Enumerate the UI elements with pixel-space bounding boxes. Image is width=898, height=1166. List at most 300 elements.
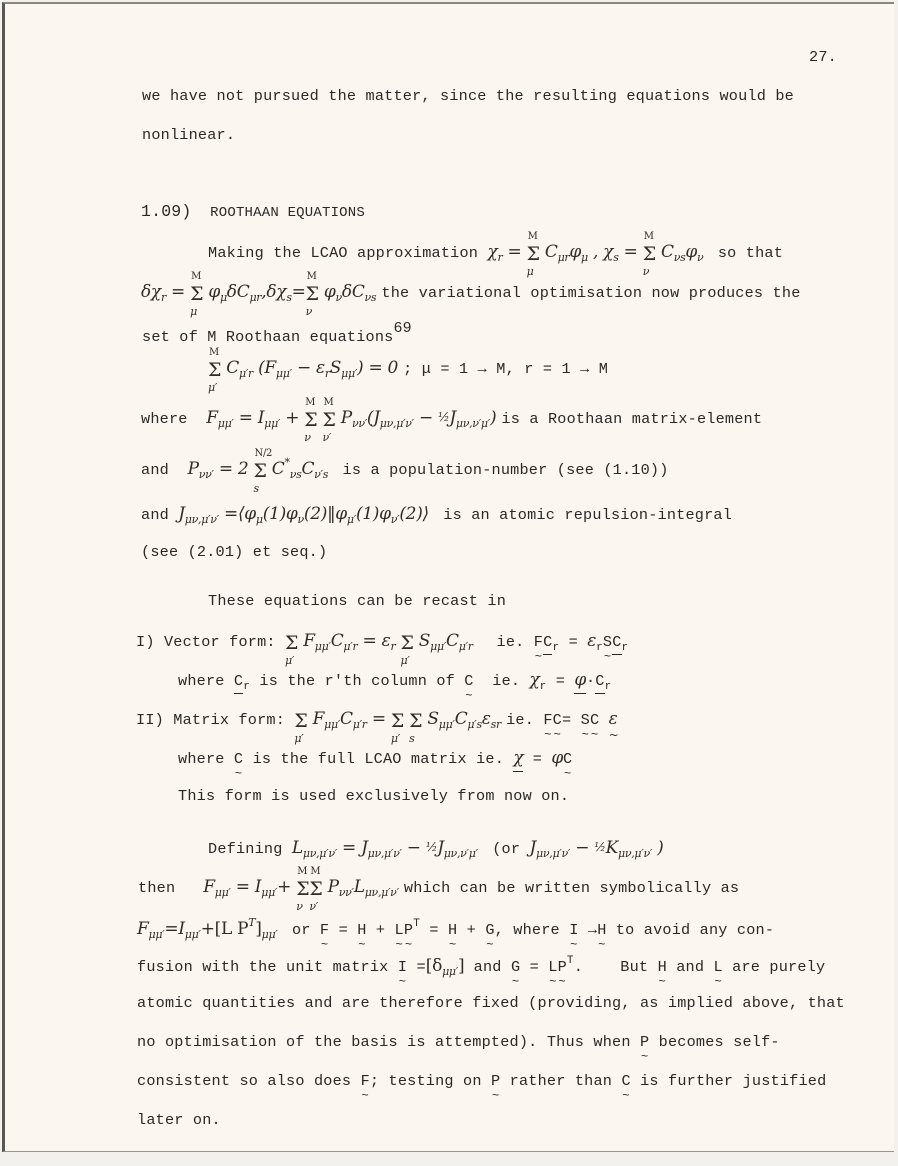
text: is an atomic repulsion-integral	[443, 506, 733, 524]
math-glyph	[208, 347, 222, 394]
math-glyph: (2)⟩	[399, 504, 429, 524]
fock-definition-line	[141, 397, 763, 444]
paragraph-line: These equations can be recast in	[208, 592, 507, 610]
lcao-line	[208, 231, 784, 278]
math-glyph: μμ′	[261, 886, 278, 899]
math-glyph: F	[303, 631, 315, 651]
math-glyph: F ~	[320, 921, 329, 939]
math-glyph: ½	[594, 840, 606, 854]
math-glyph: =	[342, 838, 356, 858]
text: is a population-number (see (1.10))	[342, 461, 669, 479]
column-definition-line	[178, 670, 611, 693]
math-glyph: ν	[304, 431, 311, 444]
math-glyph: r	[552, 642, 560, 654]
math-glyph: ε ~	[609, 709, 618, 729]
math-glyph: ·	[585, 672, 596, 690]
math-glyph: +	[466, 921, 476, 939]
text: is further justified	[640, 1072, 827, 1090]
text: rather than	[509, 1072, 613, 1090]
math-glyph: φ	[323, 282, 336, 302]
text: is the full LCAO matrix ie.	[252, 750, 505, 768]
math-glyph	[409, 710, 423, 745]
math-glyph: ν	[297, 513, 304, 526]
math-glyph: P	[187, 459, 199, 479]
math-glyph: νs	[364, 291, 377, 304]
math-glyph	[294, 710, 308, 745]
math-glyph: F ~	[543, 711, 552, 729]
math-glyph: Σ	[253, 460, 267, 482]
math-glyph: Σ	[305, 283, 319, 305]
symbol: H ~	[658, 958, 667, 976]
math-glyph: μμ′	[261, 928, 278, 941]
math-glyph: M	[306, 271, 317, 282]
math-glyph: ε	[381, 631, 391, 651]
repulsion-integral-line	[141, 504, 732, 526]
math-glyph: =	[568, 633, 578, 651]
math-glyph: Σ	[285, 632, 299, 654]
math-glyph	[642, 231, 656, 278]
math-glyph: μμ′	[430, 640, 447, 653]
math-glyph: r	[604, 681, 612, 693]
math-glyph: μ′r	[458, 640, 473, 653]
math-glyph: N/2	[254, 448, 273, 459]
math-glyph: χ	[603, 242, 614, 262]
text: no optimisation of the basis is attempted). Thus when	[137, 1033, 631, 1051]
text: and	[676, 958, 705, 976]
text: set of M Roothaan equations	[142, 328, 394, 346]
math-glyph: ν′	[322, 431, 332, 444]
math-glyph: ,	[261, 282, 267, 302]
l-alt-formula: $J_{\mu\nu,\mu'\nu'}$ − $\frac{1}{2}K_{\mu\nu,\mu'\nu'}$ )	[529, 838, 664, 860]
symbol: χ	[513, 748, 524, 768]
math-glyph: μν,μ′ν′	[184, 513, 219, 526]
l-definition-formula: $L_{\mu\nu,\mu'\nu'} = J_{\mu\nu,\mu'\nu'}$ − $\frac{1}{2}J_{\mu\nu,\nu'\mu'}$	[291, 838, 478, 860]
math-glyph: C	[595, 672, 605, 690]
paragraph-line: This form is used exclusively from now on.	[178, 787, 570, 805]
text: or	[291, 921, 311, 939]
math-glyph: S ~	[581, 711, 590, 729]
math-glyph: δχ	[141, 282, 161, 302]
math-glyph: Σ	[304, 409, 318, 431]
math-glyph: μμ′	[442, 965, 458, 978]
math-glyph: Σ	[400, 632, 414, 654]
fock-bracket-formula	[137, 916, 283, 941]
text: Defining	[208, 840, 283, 858]
math-glyph: S ~	[603, 633, 612, 651]
math-glyph: M	[209, 347, 219, 358]
math-glyph: r	[621, 642, 629, 654]
math-glyph: +	[200, 919, 215, 939]
symbol: φ	[551, 748, 563, 768]
symbol: C ~	[464, 672, 473, 690]
math-glyph	[190, 271, 204, 318]
math-glyph: φ	[685, 242, 698, 262]
math-glyph: =	[164, 919, 179, 939]
math-glyph: μ	[526, 265, 534, 278]
math-glyph: μν,μ′ν′	[367, 847, 402, 860]
math-glyph: Σ	[208, 359, 222, 381]
math-glyph: ½	[438, 410, 450, 424]
math-glyph: C	[340, 709, 353, 729]
math-glyph: Σ	[409, 710, 423, 732]
math-glyph: μν,μ′ν′	[379, 417, 414, 430]
math-glyph: μr	[249, 291, 262, 304]
math-glyph: C ~	[590, 711, 599, 729]
symbol: C ~	[621, 1072, 630, 1090]
paragraph-line: later on.	[137, 1111, 221, 1129]
math-glyph: ]	[457, 956, 465, 976]
math-glyph: *	[284, 456, 290, 469]
math-glyph: ν	[305, 305, 313, 318]
math-glyph: H ~	[357, 921, 366, 939]
math-glyph: νν′	[338, 886, 354, 899]
math-glyph: νν′	[351, 417, 367, 430]
math-glyph: μμ′	[324, 718, 341, 731]
math-glyph: μ′	[285, 654, 295, 667]
math-glyph: J	[178, 504, 185, 524]
unit-matrix-line: fusion with the unit matrix I ~ $=[\delta_{\mu\mu'}]$ and G ~ = L ~P ~$^T$. But H ~ and L ~ are purely	[137, 955, 825, 978]
math-glyph	[309, 866, 323, 913]
math-glyph: T	[413, 918, 421, 930]
text: becomes self-	[658, 1033, 780, 1051]
math-glyph: M	[305, 397, 316, 408]
math-glyph: ,	[592, 242, 599, 262]
text: to avoid any con-	[615, 921, 775, 939]
math-glyph: +	[375, 921, 386, 939]
math-glyph: Σ	[294, 710, 308, 732]
text: and	[473, 958, 502, 976]
math-glyph: I	[257, 408, 265, 428]
math-glyph: μμ′	[264, 417, 281, 430]
vector-form-line	[136, 631, 629, 667]
math-glyph	[526, 231, 540, 278]
math-glyph: T	[566, 955, 574, 967]
math-glyph: C	[271, 459, 285, 479]
text: where	[141, 410, 188, 428]
math-glyph: [δ	[425, 956, 443, 976]
math-glyph: P	[327, 877, 339, 897]
math-glyph: μ′	[346, 513, 356, 526]
math-glyph: =	[429, 921, 439, 939]
text: is the r'th column of	[259, 672, 455, 690]
math-glyph: μν,μ′ν′	[364, 886, 399, 899]
math-glyph: μ′	[390, 732, 400, 745]
symbol: H ~	[597, 921, 606, 939]
text: so that	[717, 244, 784, 262]
math-glyph: ν′s	[314, 468, 329, 481]
math-glyph: ε	[481, 709, 491, 729]
symbolic-fock-line	[137, 916, 774, 941]
math-glyph: χ	[487, 242, 498, 262]
math-glyph: ν	[697, 251, 704, 264]
math-glyph: νν′	[198, 468, 214, 481]
math-glyph: ν′	[309, 900, 318, 913]
symbol: F ~	[361, 1072, 370, 1090]
text: and	[141, 461, 169, 479]
citation-ref: 69	[393, 320, 412, 337]
paragraph-line: atomic quantities and are therefore fixed (providing, as implied above, that	[137, 994, 845, 1012]
math-glyph: =	[562, 711, 572, 729]
math-glyph: =	[223, 504, 238, 524]
math-glyph	[296, 866, 310, 913]
vector-form-formula	[285, 631, 478, 667]
math-glyph: μ′r	[238, 367, 253, 380]
math-glyph: Σ	[390, 710, 405, 732]
list-label: I) Vector form:	[136, 633, 276, 651]
math-glyph: r	[497, 251, 503, 264]
math-glyph: T	[248, 916, 256, 929]
math-glyph: →	[587, 921, 598, 939]
text: where	[178, 672, 225, 690]
math-glyph: s	[286, 291, 292, 304]
math-glyph: J	[437, 838, 444, 858]
text: ie.	[506, 711, 535, 729]
math-glyph: ⟨φ	[237, 504, 256, 524]
math-glyph: C	[454, 709, 468, 729]
math-glyph: μμ′	[314, 640, 331, 653]
math-glyph: =	[371, 709, 386, 729]
math-glyph: μμ′	[438, 718, 455, 731]
math-glyph: ) = 0	[357, 358, 399, 378]
text: which can be written symbolically as	[403, 879, 740, 897]
math-glyph: =	[623, 242, 638, 262]
fock-element-formula: $F_{\mu\mu'} = I_{\mu\mu'} + \Sigma$ M ν Σ M ν′ $P_{\nu\nu'}(J_{\mu\nu,\mu'\nu'}$ − $\frac{1}{2}J_{\mu\nu,\nu'\mu'}$)	[206, 397, 502, 444]
math-glyph: J	[373, 408, 380, 428]
math-glyph: (1)φ	[355, 504, 391, 524]
math-glyph: r	[539, 681, 547, 693]
variation-line	[141, 271, 801, 318]
math-glyph: (2)‖φ	[303, 504, 347, 524]
paragraph-line: (see (2.01) et seq.)	[141, 543, 328, 561]
text: the variational optimisation now produces the	[381, 284, 801, 302]
matrix-form-matrix	[543, 711, 617, 729]
symbol: I ~	[398, 958, 407, 976]
math-glyph: Σ	[322, 409, 336, 431]
math-glyph: M	[191, 271, 202, 282]
math-glyph: μ′	[400, 654, 410, 667]
population-definition-line	[141, 448, 669, 495]
math-glyph: C ~	[553, 711, 562, 729]
math-glyph: C	[612, 633, 622, 651]
math-glyph: J	[449, 408, 456, 428]
kronecker-formula	[426, 956, 465, 976]
symbol: φ	[574, 670, 586, 690]
math-glyph: ν	[296, 900, 303, 913]
paragraph-line: nonlinear.	[142, 126, 236, 144]
math-glyph: μ	[190, 305, 197, 318]
math-glyph: C	[330, 631, 344, 651]
symbol: C ~	[234, 750, 243, 768]
math-glyph: L ~	[548, 958, 557, 976]
text: ; testing on	[369, 1072, 482, 1090]
math-glyph: C	[446, 631, 459, 651]
math-glyph: =	[529, 958, 539, 976]
paragraph-line	[137, 1072, 826, 1090]
math-glyph: s	[253, 482, 259, 495]
math-glyph: μμ′	[341, 367, 358, 380]
math-glyph: Σ	[296, 878, 310, 900]
paragraph-line	[142, 320, 412, 346]
math-glyph: s	[409, 732, 415, 745]
index-range: ; μ = 1 → M, r = 1 → M	[403, 360, 609, 378]
matrix-definition-line	[178, 748, 572, 768]
math-glyph: =	[507, 242, 522, 262]
math-glyph: φ	[569, 242, 581, 262]
math-glyph: Σ	[190, 283, 204, 305]
text: are purely	[732, 958, 826, 976]
symbol: χ	[529, 670, 540, 690]
math-glyph: μν,ν′μ′	[443, 847, 478, 860]
math-glyph: C	[236, 282, 250, 302]
math-glyph: S	[329, 358, 342, 378]
math-glyph: I	[254, 877, 262, 897]
math-glyph: M	[310, 866, 321, 877]
roothaan-equation	[208, 347, 609, 394]
math-glyph: ν′	[390, 513, 400, 526]
symbol: L ~	[714, 958, 723, 976]
math-glyph	[400, 632, 414, 667]
math-glyph: μ′r	[352, 718, 367, 731]
math-glyph: νs	[289, 468, 302, 481]
math-glyph: P ~	[558, 958, 567, 976]
symbol: C	[233, 672, 244, 690]
math-glyph: μ	[580, 251, 588, 264]
math-glyph: P ~	[404, 921, 413, 939]
math-glyph: μμ′	[275, 367, 292, 380]
math-glyph: =	[238, 408, 253, 428]
text: But	[620, 958, 649, 976]
math-glyph: μ′	[208, 381, 218, 394]
math-glyph: C ~	[563, 750, 572, 768]
math-glyph: F	[203, 877, 215, 897]
math-glyph: F	[312, 709, 325, 729]
text: (or	[492, 840, 521, 858]
math-glyph: ε	[587, 631, 597, 651]
math-glyph: =	[532, 750, 543, 768]
fock-l-line	[138, 866, 740, 913]
math-glyph: μν,μ′ν′	[302, 847, 337, 860]
population-formula	[187, 448, 334, 495]
math-glyph: F ~	[534, 633, 543, 651]
section-number: 1.09)	[141, 202, 192, 221]
math-glyph: μν,μ′ν′	[618, 847, 653, 860]
math-glyph: P	[340, 408, 352, 428]
math-glyph: Σ	[642, 243, 656, 265]
math-glyph	[285, 632, 299, 667]
math-glyph: r	[596, 642, 603, 654]
math-glyph: μμ′	[184, 928, 201, 941]
symbolic-fock-matrix: F ~ = H ~ + L ~P ~$^T$ = H ~ + G ~,	[320, 921, 504, 939]
math-glyph: Σ	[309, 878, 323, 900]
math-glyph: =	[338, 921, 348, 939]
text: ie.	[496, 633, 525, 651]
math-glyph: +	[277, 877, 292, 897]
document-page	[2, 2, 894, 1152]
math-glyph	[390, 710, 405, 745]
section-title: ROOTHAAN EQUATIONS	[210, 205, 365, 221]
symbol: P ~	[491, 1072, 500, 1090]
math-glyph: r	[390, 640, 396, 653]
math-glyph	[253, 448, 273, 495]
symbol: I ~	[569, 921, 578, 939]
math-glyph: μμ′	[214, 886, 231, 899]
math-glyph: =	[235, 877, 250, 897]
math-glyph: r	[324, 367, 330, 380]
math-glyph: S	[418, 631, 431, 651]
math-glyph: F	[137, 919, 149, 939]
math-glyph: I	[178, 919, 185, 939]
math-glyph: μ′r	[343, 640, 358, 653]
fock-l-formula	[203, 866, 404, 913]
math-glyph: +	[285, 408, 300, 428]
text: fusion with the unit matrix	[137, 958, 389, 976]
l-definition-line	[208, 838, 664, 860]
roothaan-formula	[208, 347, 403, 394]
math-glyph: μ	[255, 513, 263, 526]
math-glyph: =	[171, 282, 185, 302]
math-glyph: [L P	[214, 919, 249, 939]
math-glyph: L ~	[395, 921, 404, 939]
vector-form-matrix	[533, 631, 629, 654]
text: Making the LCAO approximation	[208, 244, 479, 262]
math-glyph: C	[544, 242, 558, 262]
math-glyph: =	[291, 282, 306, 302]
math-glyph: C	[301, 459, 315, 479]
math-glyph: =	[218, 459, 233, 479]
math-glyph: r	[160, 291, 166, 304]
math-glyph: J	[361, 838, 368, 858]
math-glyph: F	[206, 408, 218, 428]
text: where	[513, 921, 560, 939]
math-glyph: S	[427, 709, 439, 729]
math-glyph: H ~	[448, 921, 457, 939]
math-glyph: C	[351, 282, 365, 302]
math-glyph: =	[362, 631, 377, 651]
math-glyph: sr	[490, 718, 501, 731]
math-glyph: C	[543, 633, 553, 651]
text: is a Roothaan matrix-element	[501, 410, 763, 428]
math-glyph: M	[297, 866, 308, 877]
math-glyph: ½	[425, 840, 438, 854]
math-glyph: Σ	[526, 243, 540, 265]
math-glyph: δχ	[266, 282, 287, 302]
text: then	[138, 879, 176, 897]
math-glyph: μν,μ′ν′	[536, 847, 571, 860]
variation-formula: $\delta\chi_r = \Sigma$ M μ $\varphi_\mu\delta C_{\mu r},\delta\chi_s=\Sigma$ M ν $\varphi_\nu\delta C_{\nu s}$	[141, 271, 377, 318]
math-glyph: ]	[255, 919, 262, 939]
text: and	[141, 506, 169, 524]
math-glyph: C	[226, 358, 239, 378]
text: where	[178, 750, 225, 768]
math-glyph: μμ′	[217, 417, 234, 430]
list-label: II) Matrix form:	[136, 711, 286, 729]
math-glyph: (F	[258, 358, 276, 378]
math-glyph: μ	[219, 291, 227, 304]
math-glyph: ν	[642, 265, 650, 278]
repulsion-integral-formula	[178, 504, 434, 524]
math-glyph: M	[527, 231, 538, 242]
math-glyph: μ′	[294, 732, 304, 745]
math-glyph: G ~	[485, 921, 494, 939]
paragraph-line	[137, 1033, 780, 1051]
math-glyph: M	[323, 397, 334, 408]
section-heading	[141, 202, 365, 221]
math-glyph: (1)φ	[262, 504, 298, 524]
math-glyph: =	[555, 672, 566, 690]
paragraph-line: we have not pursued the matter, since the resulting equations would be	[142, 87, 794, 105]
math-glyph: 2	[237, 459, 249, 479]
lcao-expansion-formula	[487, 231, 708, 278]
